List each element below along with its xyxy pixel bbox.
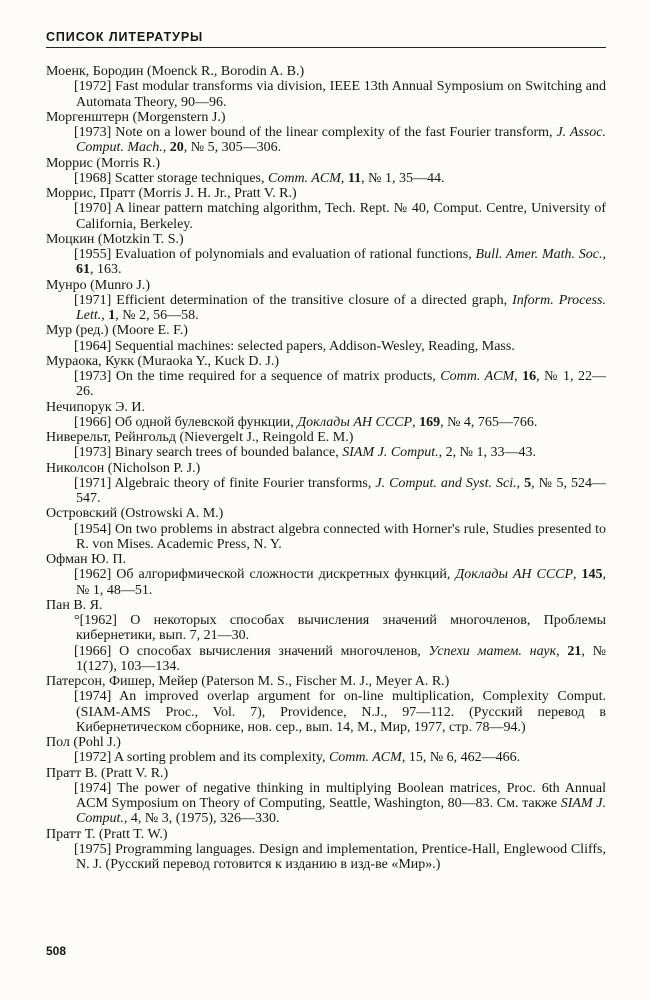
reference-author: Мураока, Кукк (Muraoka Y., Kuck D. J.): [46, 353, 280, 369]
entry-text: , 163.: [90, 262, 122, 278]
reference-entry: [46, 522, 606, 553]
journal-title: J. Comput. and Syst. Sci.: [375, 475, 517, 491]
entry-text: ,: [412, 414, 420, 430]
entry-text: ,: [340, 170, 348, 186]
reference-entry: [46, 201, 606, 232]
reference-author: Пан В. Я.: [46, 597, 103, 613]
reference-entry: [46, 689, 606, 735]
reference-entry: [46, 842, 606, 873]
entry-text: , № 5, 305—306.: [183, 140, 282, 156]
reference-entry: [46, 781, 606, 827]
reference-entry: [46, 750, 606, 765]
journal-title: Bull. Amer. Math. Soc.: [475, 247, 603, 262]
journal-title: Comm. ACM: [268, 170, 341, 186]
volume-number: 145: [581, 567, 603, 583]
reference-author: Офман Ю. П.: [46, 552, 127, 567]
reference-entry: [46, 415, 606, 430]
reference-entry: [46, 339, 606, 354]
entry-text: [1974] The power of negative thinking in multiplying Boolean matrices, Proc. 6th Annual ACM Symposium on Theory of Computing, Seattle, Washington, 80—83. См. также: [74, 780, 606, 811]
reference-entry: [46, 476, 606, 507]
entry-text: [1974] An improved overlap argument for on-line multiplication, Complexity Comput. (SIAM-AMS Proc., Vol. 7), Providence, N.J., 97—112. (Русский перевод в Кибернетическом сборнике, нов. сер., вып. 14, М., Мир, 1977, стр. 78—94.): [74, 689, 606, 735]
entry-text: ,: [573, 567, 582, 583]
entry-text: °[1962] О некоторых способах вычисления значений многочленов, Проблемы кибернетики, вып. 7, 21—30.: [74, 613, 606, 644]
reference-author: Патерсон, Фишер, Мейер (Paterson M. S., Fischer M. J., Meyer A. R.): [46, 674, 450, 689]
volume-number: 5: [524, 475, 532, 491]
reference-entry: [46, 293, 606, 324]
reference-author: Моенк, Бородин (Moenck R., Borodin A. B.): [46, 64, 305, 79]
volume-number: 20: [169, 140, 184, 156]
journal-title: Доклады АН СССР: [297, 414, 413, 430]
reference-author: Нечипорук Э. И.: [46, 399, 145, 415]
journal-title: J. Assoc. Comput. Mach.: [76, 125, 606, 156]
reference-entry: [46, 171, 606, 186]
reference-author: Островский (Ostrowski A. M.): [46, 506, 224, 522]
volume-number: 1: [108, 308, 116, 323]
journal-title: SIAM J. Comput.: [342, 445, 439, 461]
reference-entry: [46, 369, 606, 400]
entry-text: ,: [101, 308, 109, 323]
reference-author: Мунро (Munro J.): [46, 277, 150, 293]
entry-text: [1954] On two problems in abstract algebra connected with Horner's rule, Studies presented to R. von Mises. Academic Press, N. Y.: [74, 521, 606, 552]
reference-list: [46, 64, 606, 872]
entry-text: [1964] Sequential machines: selected papers, Addison-Wesley, Reading, Mass.: [74, 338, 515, 354]
entry-text: , 2, № 1, 33—43.: [438, 445, 537, 461]
journal-title: Успехи матем. наук: [428, 643, 557, 659]
volume-number: 11: [347, 170, 362, 186]
reference-author: Моцкин (Motzkin T. S.): [46, 231, 184, 247]
journal-title: Comm. ACM: [440, 369, 515, 384]
reference-author: Пол (Pohl J.): [46, 735, 121, 750]
reference-author: Мур (ред.) (Moore E. F.): [46, 323, 188, 339]
journal-title: SIAM J. Comput.: [76, 796, 606, 827]
entry-text: [1972] Fast modular transforms via division, IEEE 13th Annual Symposium on Switching and Automata Theory, 90—96.: [74, 79, 606, 110]
entry-text: , № 1, 35—44.: [361, 170, 445, 186]
reference-author: Ниверельт, Рейнгольд (Nievergelt J., Reingold E. M.): [46, 430, 354, 445]
reference-entry: [46, 125, 606, 156]
journal-title: Inform. Process. Lett.: [76, 292, 606, 323]
entry-text: [1962] Об алгорифмической сложности дискретных функций,: [74, 567, 456, 583]
entry-text: ,: [556, 643, 568, 659]
journal-title: Доклады АН СССР: [455, 567, 574, 583]
entry-text: [1955] Evaluation of polynomials and evaluation of rational functions,: [74, 247, 476, 262]
running-header: СПИСОК ЛИТЕРАТУРЫ: [46, 30, 606, 48]
entry-text: [1970] A linear pattern matching algorithm, Tech. Rept. № 40, Comput. Centre, University of California, Berkeley.: [74, 201, 606, 232]
reference-author: Пратт Т. (Pratt T. W.): [46, 826, 168, 842]
reference-author: Моргенштерн (Morgenstern J.): [46, 109, 226, 125]
reference-entry: [46, 567, 606, 598]
entry-text: , № 4, 765—766.: [440, 414, 538, 430]
reference-entry: [46, 79, 606, 110]
reference-entry: [46, 247, 606, 278]
entry-text: ,: [602, 247, 606, 262]
entry-text: , № 5, 524—547.: [76, 475, 606, 506]
page-number: 508: [46, 944, 67, 958]
entry-text: ,: [162, 140, 170, 156]
volume-number: 61: [76, 262, 90, 278]
volume-number: 16: [522, 369, 537, 384]
entry-text: ,: [514, 369, 523, 384]
entry-text: [1973] Note on a lower bound of the linear complexity of the fast Fourier transform,: [74, 125, 557, 140]
reference-author: Николсон (Nicholson P. J.): [46, 460, 201, 476]
entry-text: , № 1, 48—51.: [76, 567, 606, 598]
reference-author: Моррис, Пратт (Morris J. H. Jr., Pratt V. R.): [46, 186, 297, 201]
reference-author: Моррис (Morris R.): [46, 155, 161, 171]
entry-text: [1971] Efficient determination of the transitive closure of a directed graph,: [74, 292, 513, 308]
entry-text: , № 2, 56—58.: [115, 308, 199, 323]
entry-text: [1973] Binary search trees of bounded balance,: [74, 445, 343, 461]
volume-number: 169: [419, 414, 441, 430]
entry-text: [1971] Algebraic theory of finite Fourier transforms,: [74, 475, 376, 491]
reference-entry: [46, 445, 606, 460]
reference-author: Пратт В. (Pratt V. R.): [46, 765, 169, 781]
reference-entry: [46, 644, 606, 675]
entry-text: ,: [516, 475, 525, 491]
journal-title: Comm. ACM: [328, 750, 402, 766]
entry-text: [1966] О способах вычисления значений многочленов,: [74, 643, 429, 659]
volume-number: 21: [567, 643, 582, 659]
entry-text: [1973] On the time required for a sequence of matrix products,: [74, 369, 441, 384]
entry-text: [1966] Об одной булевской функции,: [74, 414, 298, 430]
entry-text: , № 1(127), 103—134.: [76, 643, 607, 674]
entry-text: , 15, № 6, 462—466.: [401, 750, 521, 766]
entry-text: , № 1, 22—26.: [76, 369, 607, 400]
entry-text: [1972] A sorting problem and its complexity,: [74, 750, 329, 766]
entry-text: [1968] Scatter storage techniques,: [74, 170, 268, 186]
reference-entry: [46, 613, 606, 644]
entry-text: [1975] Programming languages. Design and implementation, Prentice-Hall, Englewood Cliffs, N. J. (Русский перевод готовится к изданию в изд-ве «Мир».): [74, 841, 606, 872]
entry-text: , 4, № 3, (1975), 326—330.: [123, 811, 280, 827]
